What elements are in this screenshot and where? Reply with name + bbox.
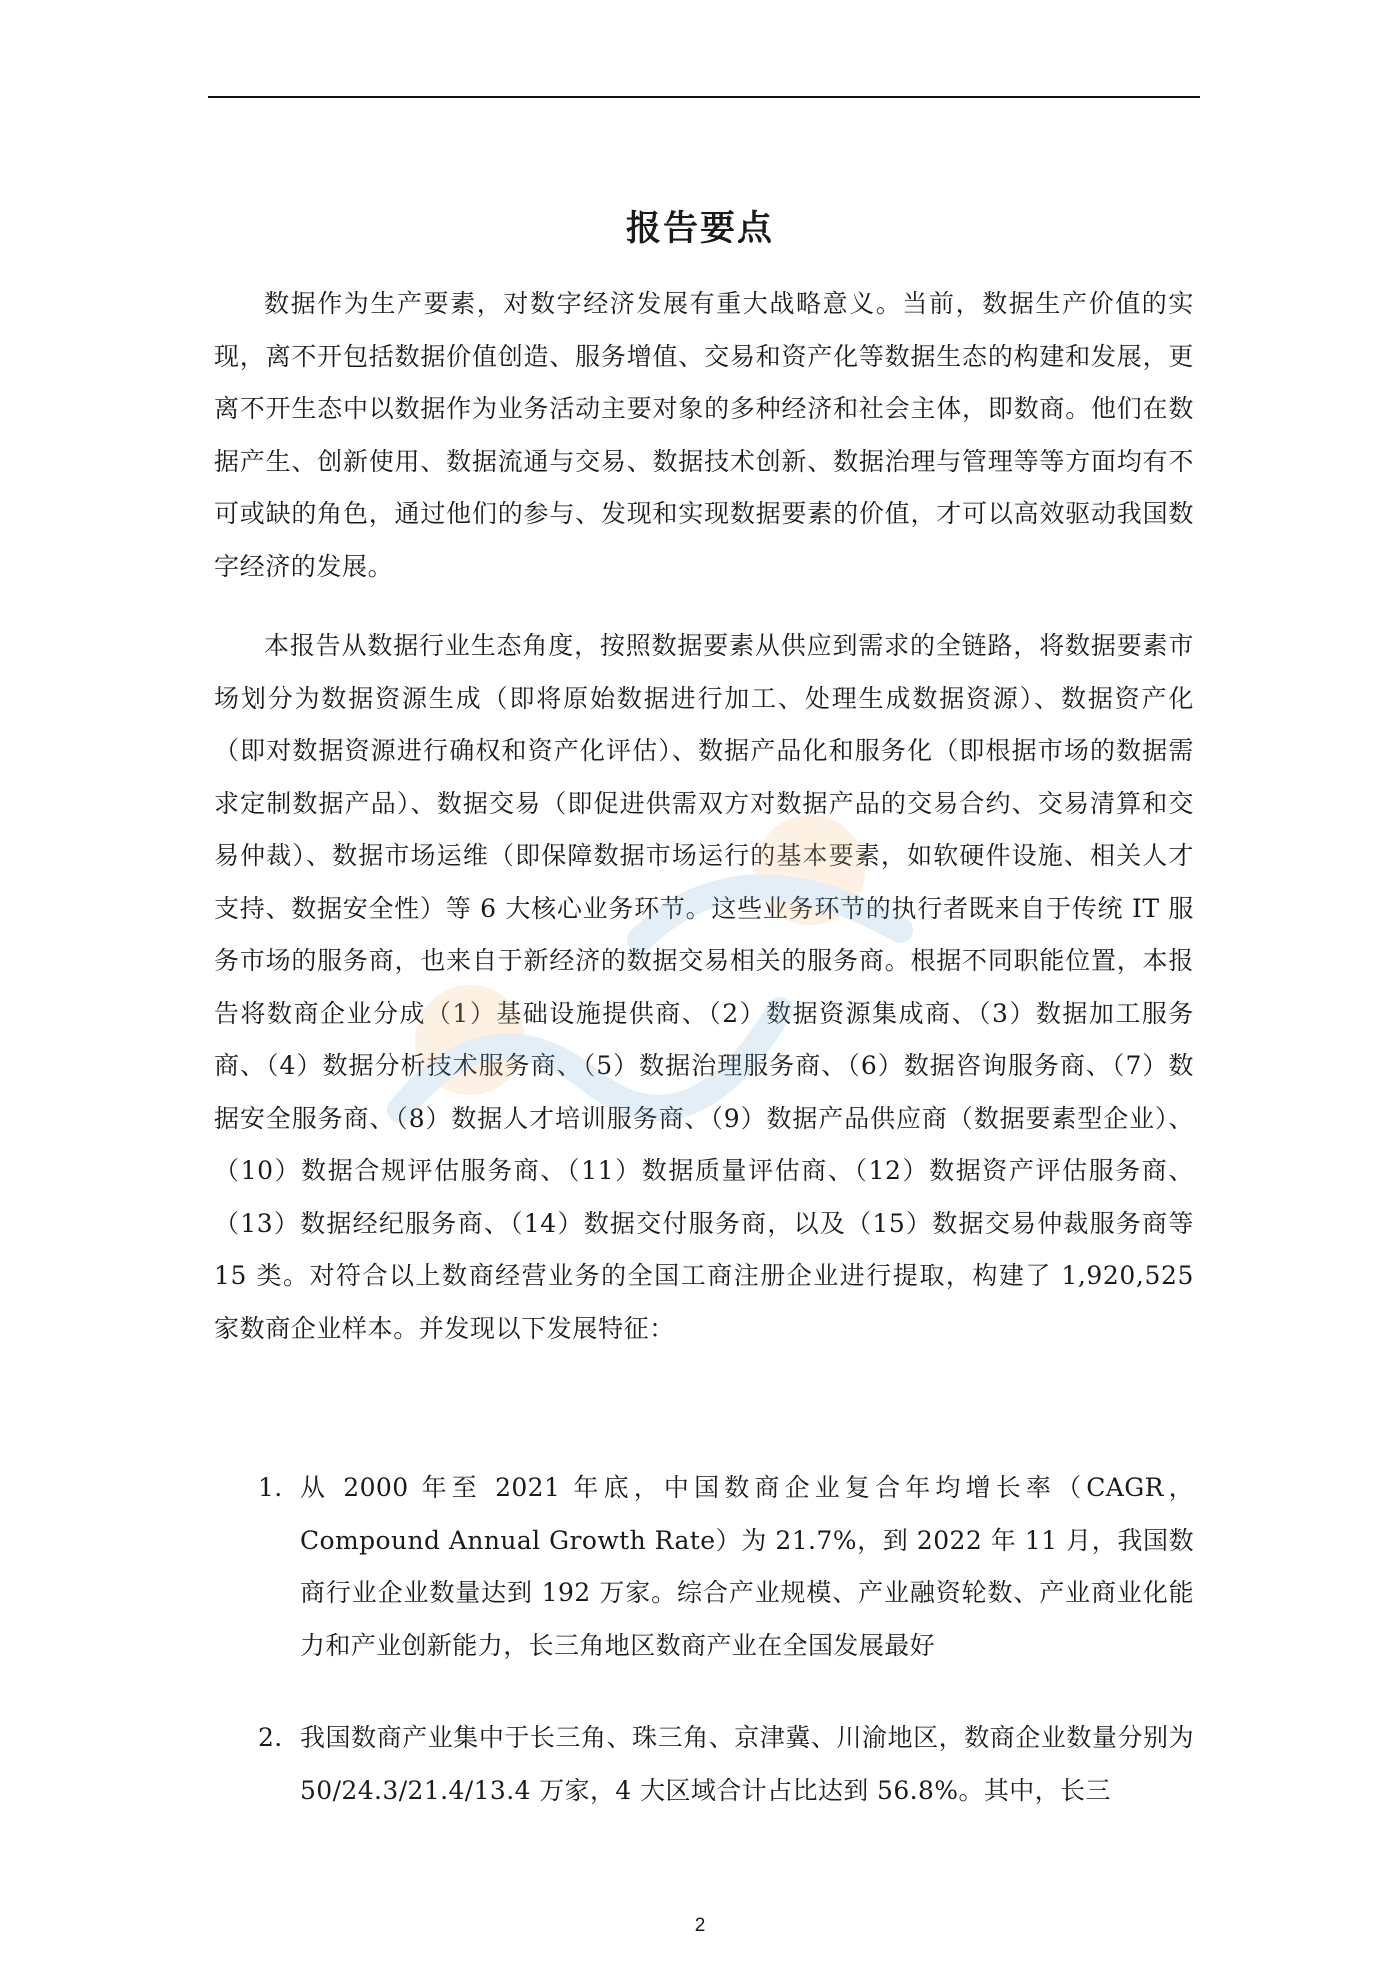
page-title: 报告要点 (625, 208, 774, 250)
list-number: 2. (258, 1723, 283, 1752)
paragraph-intro: 数据作为生产要素，对数字经济发展有重大战略意义。当前，数据生产价值的实现，离不开包括数据价值创造、服务增值、交易和资产化等数据生态的构建和发展，更离不开生态中以数据作为业务活动主要对象的多种经济和社会主体，即数商。他们在数据产生、创新使用、数据流通与交易、数据技术创新、数据治理与管理等等方面均有不可或缺的角色，通过他们的参与、发现和实现数据要素的价值，才可以高效驱动我国数字经济的发展。 (214, 289, 1194, 581)
list-item (214, 1462, 1194, 1672)
list-number: 1. (258, 1473, 283, 1502)
findings-list-2 (214, 1712, 1194, 1817)
paragraph-scope: 本报告从数据行业生态角度，按照数据要素从供应到需求的全链路，将数据要素市场划分为数据资源生成（即将原始数据进行加工、处理生成数据资源）、数据资产化（即对数据资源进行确权和资产化评估）、数据产品化和服务化（即根据市场的数据需求定制数据产品）、数据交易（即促进供需双方对数据产品的交易合约、交易清算和交易仲裁）、数据市场运维（即保障数据市场运行的基本要素，如软硬件设施、相关人才支持、数据安全性）等 6 大核心业务环节。这些业务环节的执行者既来自于传统 IT 服务市场的服务商，也来自于新经济的数据交易相关的服务商。根据不同职能位置，本报告将数商企业分成（1）基础设施提供商、（2）数据资源集成商、（3）数据加工服务商、（4）数据分析技术服务商、（5）数据治理服务商、（6）数据咨询服务商、（7）数据安全服务商、（8）数据人才培训服务商、（9）数据产品供应商（数据要素型企业）、（10）数据合规评估服务商、（11）数据质量评估商、（12）数据资产评估服务商、（13）数据经纪服务商、（14）数据交付服务商，以及（15）数据交易仲裁服务商等 15 类。对符合以上数商经营业务的全国工商注册企业进行提取，构建了 1,920,525 家数商企业样本。并发现以下发展特征： (214, 631, 1194, 1343)
list-text: 从 2000 年至 2021 年底，中国数商企业复合年均增长率（CAGR，Compound Annual Growth Rate）为 21.7%，到 2022 年 11 月，我国数商行业企业数量达到 192 万家。综合产业规模、产业融资轮数、产业商业化能力和产业创新能力，长三角地区数商产业在全国发展最好 (300, 1473, 1194, 1660)
findings-list-1 (214, 1462, 1194, 1672)
header-rule (208, 96, 1200, 98)
list-text: 我国数商产业集中于长三角、珠三角、京津冀、川渝地区，数商企业数量分别为 50/24.3/21.4/13.4 万家，4 大区域合计占比达到 56.8%。其中，长三 (300, 1723, 1194, 1805)
list-item (214, 1712, 1194, 1817)
page-number: 2 (694, 1915, 706, 1936)
